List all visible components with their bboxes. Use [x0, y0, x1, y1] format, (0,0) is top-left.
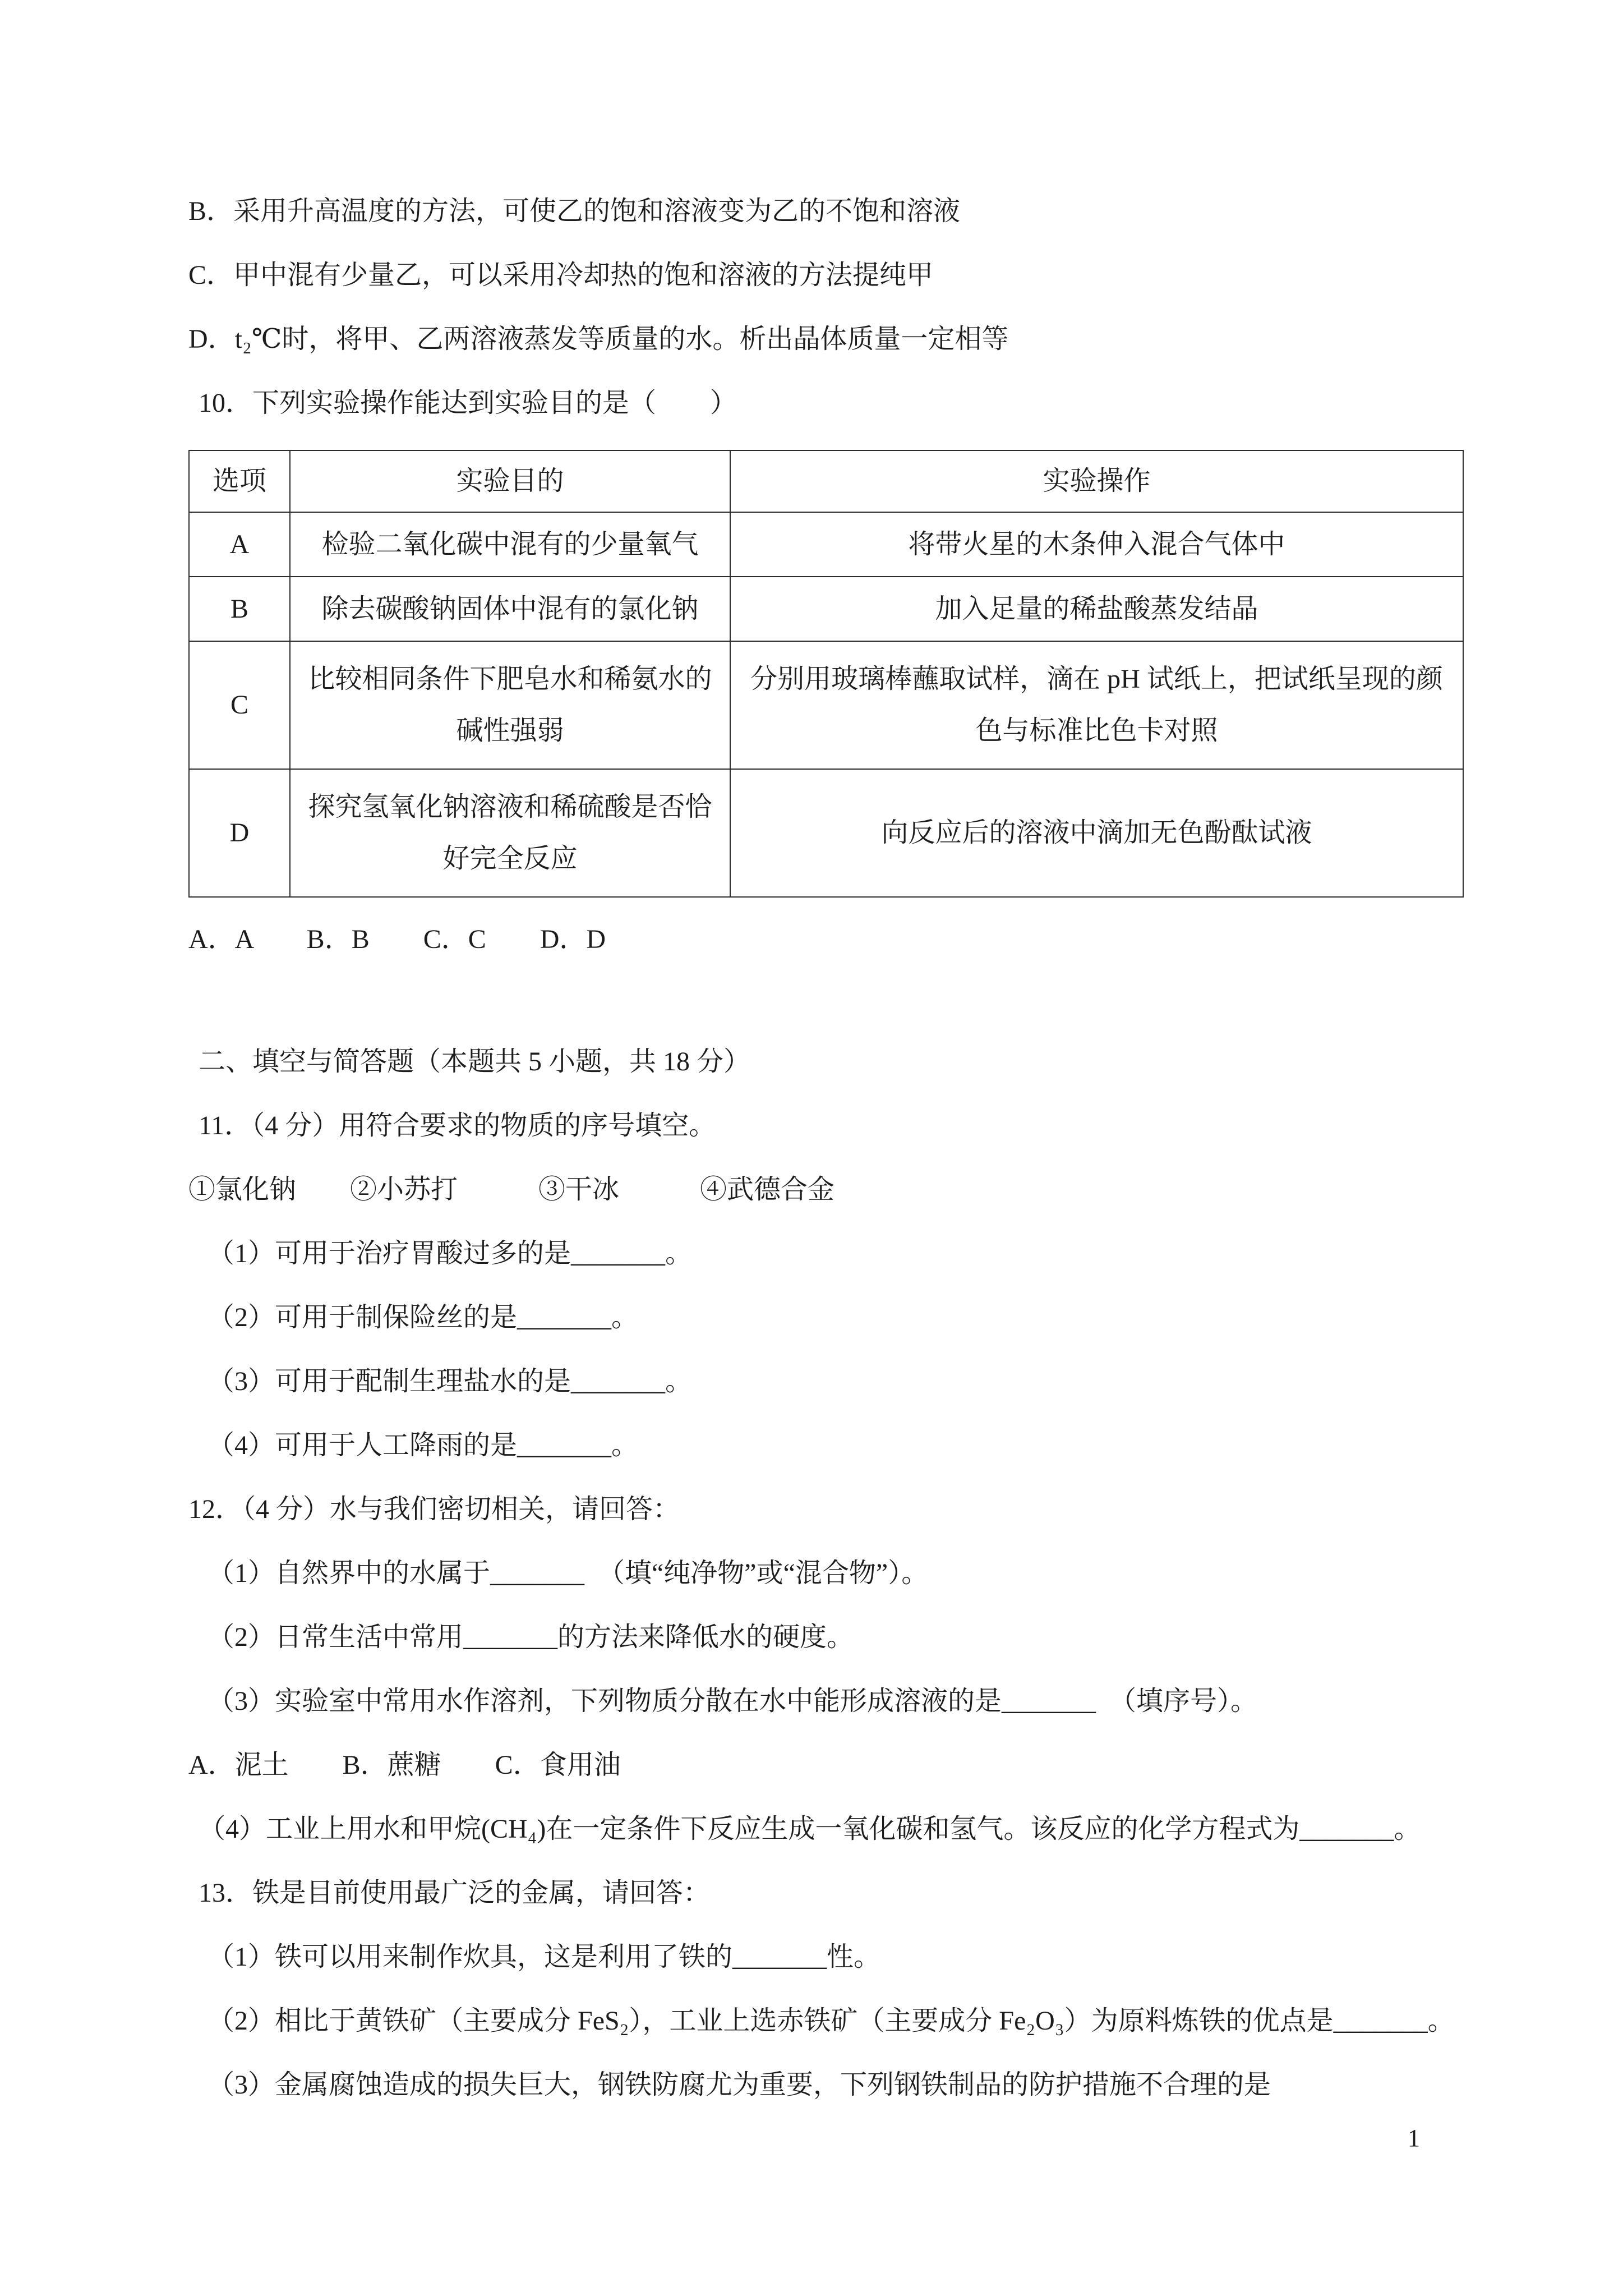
cell-option-c: C: [189, 641, 290, 769]
question-11-stem: 11．（4 分）用符合要求的物质的序号填空。: [199, 1111, 716, 1140]
q12-item-3-choices: A．泥土 B．蔗糖 C．食用油: [188, 1750, 621, 1780]
q11-item-3: （3）可用于配制生理盐水的是_______。: [208, 1366, 693, 1396]
cell-purpose-d: 探究氢氧化钠溶液和稀硫酸是否恰好完全反应: [290, 769, 730, 897]
q12-item-4: （4）工业上用水和甲烷(CH₄)在一定条件下反应生成一氧化碳和氢气。该反应的化学方程式为_______。: [199, 1814, 1421, 1844]
cell-operation-c: 分别用玻璃棒蘸取试样，滴在 pH 试纸上，把试纸呈现的颜色与标准比色卡对照: [730, 641, 1463, 769]
table-row-a: [189, 512, 1463, 577]
question-13-stem: 13．铁是目前使用最广泛的金属，请回答：: [199, 1878, 711, 1908]
cell-operation-a: 将带火星的木条伸入混合气体中: [730, 512, 1463, 577]
question-12-stem: 12．（4 分）水与我们密切相关，请回答：: [188, 1494, 680, 1524]
table-row-c: [189, 641, 1463, 769]
page-number: 1: [1408, 2124, 1420, 2152]
q12-item-2: （2）日常生活中常用_______的方法来降低水的硬度。: [208, 1622, 854, 1652]
choice-d-line: D．t₂℃时，将甲、乙两溶液蒸发等质量的水。析出晶体质量一定相等: [188, 324, 1009, 354]
choice-c-line: C．甲中混有少量乙，可以采用冷却热的饱和溶液的方法提纯甲: [188, 260, 934, 290]
q11-substance-options: ①氯化钠 ②小苏打 ③干冰 ④武德合金: [188, 1175, 835, 1204]
col-header-operation: 实验操作: [730, 450, 1463, 512]
q11-item-1: （1）可用于治疗胃酸过多的是_______。: [208, 1239, 693, 1268]
col-header-purpose: 实验目的: [290, 450, 730, 512]
q13-item-1: （1）铁可以用来制作炊具，这是利用了铁的_______性。: [208, 1942, 881, 1972]
q13-item-3: （3）金属腐蚀造成的损失巨大，钢铁防腐尤为重要，下列钢铁制品的防护措施不合理的是: [208, 2070, 1271, 2100]
question-10-stem: 10．下列实验操作能达到实验目的是（ ）: [199, 388, 737, 418]
q12-item-3: （3）实验室中常用水作溶剂，下列物质分散在水中能形成溶液的是_______ （填序号）。: [208, 1686, 1258, 1716]
cell-option-a: A: [189, 512, 290, 577]
q12-item-1: （1）自然界中的水属于_______ （填“纯净物”或“混合物”）。: [208, 1558, 929, 1588]
section-2-heading: 二、填空与简答题（本题共 5 小题，共 18 分）: [199, 1047, 751, 1076]
cell-purpose-c: 比较相同条件下肥皂水和稀氨水的碱性强弱: [290, 641, 730, 769]
q10-experiment-table: [188, 450, 1464, 898]
cell-purpose-b: 除去碳酸钠固体中混有的氯化钠: [290, 577, 730, 641]
cell-operation-b: 加入足量的稀盐酸蒸发结晶: [730, 577, 1463, 641]
q11-item-2: （2）可用于制保险丝的是_______。: [208, 1303, 639, 1332]
table-row-b: [189, 577, 1463, 641]
table-row-d: [189, 769, 1463, 897]
cell-operation-d: 向反应后的溶液中滴加无色酚酞试液: [730, 769, 1463, 897]
col-header-option: 选项: [189, 450, 290, 512]
q13-item-2: （2）相比于黄铁矿（主要成分 FeS₂），工业上选赤铁矿（主要成分 Fe₂O₃）为原料炼铁的优点是_______。: [208, 2006, 1455, 2036]
q11-item-4: （4）可用于人工降雨的是_______。: [208, 1430, 639, 1460]
choice-b-line: B．采用升高温度的方法，可使乙的饱和溶液变为乙的不饱和溶液: [188, 196, 961, 226]
q10-answer-options: A．A B．B C．C D．D: [188, 924, 606, 954]
cell-option-d: D: [189, 769, 290, 897]
table-header-row: [189, 450, 1463, 512]
cell-purpose-a: 检验二氧化碳中混有的少量氧气: [290, 512, 730, 577]
cell-option-b: B: [189, 577, 290, 641]
